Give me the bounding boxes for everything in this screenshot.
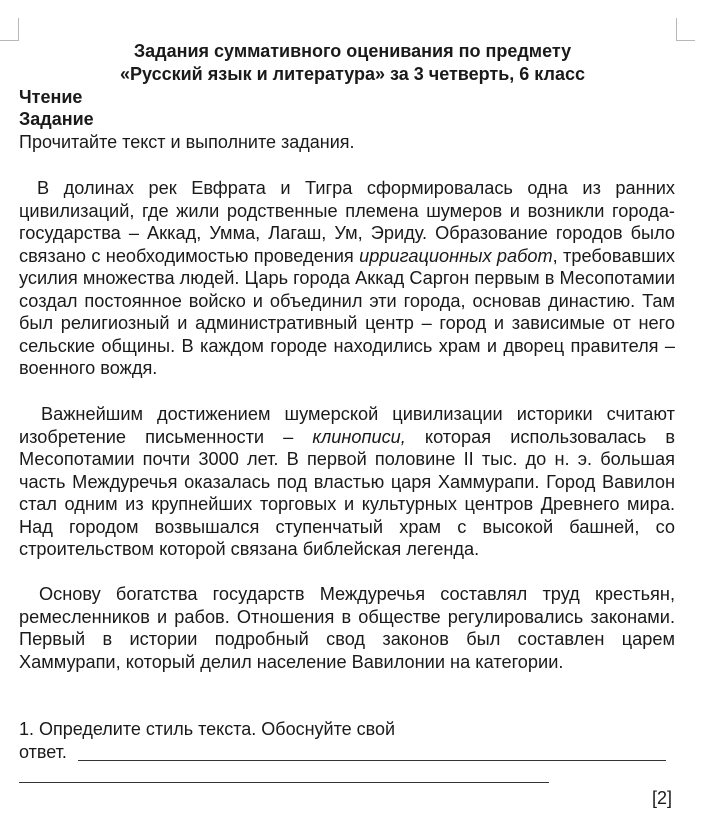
answer-line-1[interactable] [78, 760, 666, 761]
question-1-answer-label: ответ. [19, 742, 67, 762]
score-marker: [2] [652, 788, 673, 808]
section-heading: Чтение [19, 87, 83, 107]
paragraph-1-part-b: , требовавших усилия множества людей. Царь города Аккад Саргон первым в Месопотамии создал постоянное войско и объединил эти города, основав династию. Там был религиозный и административный центр – город и зависимые от него сельские общины. В каждом городе находились храм и дворец правителя – военного вождя. [19, 245, 675, 378]
paragraph-1-part-a: В долинах рек Евфрата и Тигра сформировалась одна из ранних цивилизаций, где жили родственные племена шумеров и возникли города-государства – Аккад, Умма, Лагаш, Ум, Эриду. Образование городов было связано с необходимостью проведения [19, 178, 675, 266]
page-corner-mark-left [0, 18, 19, 41]
paragraph-2-part-a: Важнейшим достижением шумерской цивилизации историки считают изобретение письменности – [19, 404, 675, 447]
instruction-text: Прочитайте текст и выполните задания. [19, 132, 355, 152]
task-heading: Задание [19, 109, 94, 129]
paragraph-1-italic-term: ирригационных работ [359, 245, 553, 266]
text-paragraph-3: Основу богатства государств Междуречья составлял труд крестьян, ремесленников и рабов. Отношения в обществе регулировались законами. Первый в истории подробный свод законов был составлен царем Хаммурапи, который делил население Вавилонии на категории. [19, 584, 675, 672]
question-1-text: 1. Определите стиль текста. Обоснуйте свой [19, 719, 396, 739]
document-title-line-2: «Русский язык и литература» за 3 четверть, 6 класс [120, 64, 585, 84]
paragraph-2-part-b: которая использовалась в Месопотамии почти 3000 лет. В первой половине II тыс. до н. э. большая часть Междуречья оказалась под властью царя Хаммурапи. Город Вавилон стал одним из крупнейших торговых и культурных центров Древнего мира. Над городом возвышался ступенчатый храм с высокой башней, со строительством которой связана библейская легенда. [19, 426, 675, 559]
text-paragraph-2 [19, 403, 675, 561]
document-title-line-1: Задания суммативного оценивания по предмету [133, 41, 572, 61]
page-corner-mark-right [676, 18, 695, 41]
paragraph-2-italic-term: клинописи, [312, 426, 406, 447]
answer-line-2[interactable] [19, 782, 549, 783]
text-paragraph-1 [19, 177, 675, 380]
